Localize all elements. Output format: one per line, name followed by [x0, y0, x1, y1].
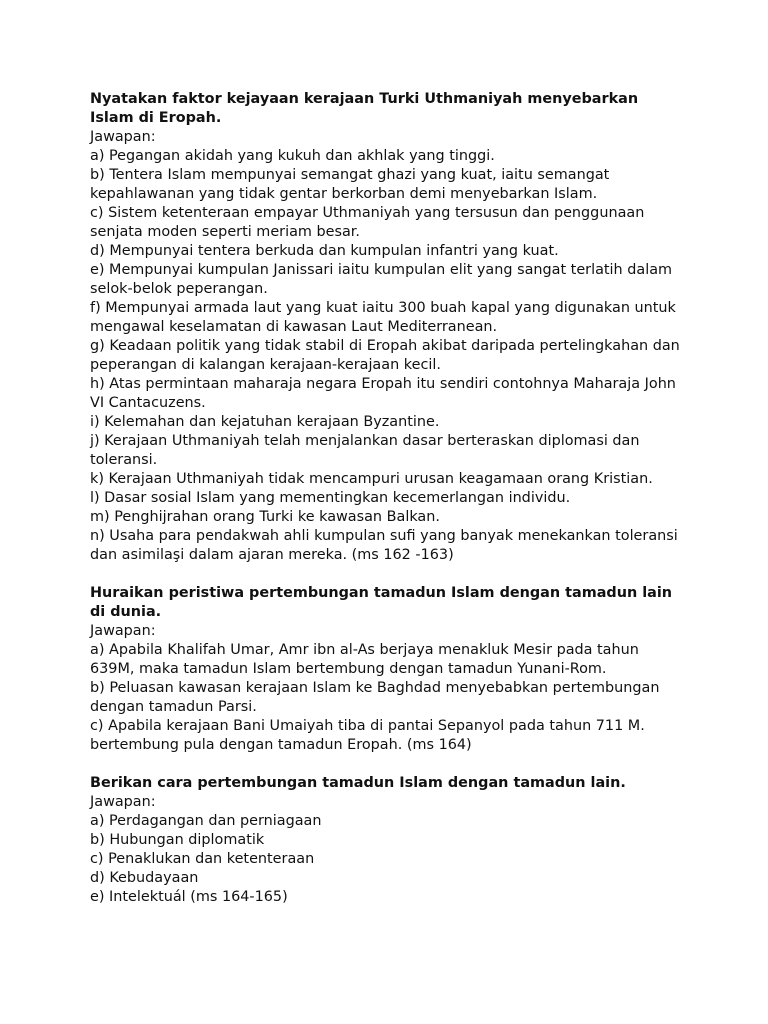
answer-item: j) Kerajaan Uthmaniyah telah menjalankan dasar berteraskan diplomasi dan toleransi.	[90, 433, 640, 468]
answer-item: d) Mempunyai tentera berkuda dan kumpulan infantri yang kuat.	[90, 243, 559, 259]
answer-item: e) Mempunyai kumpulan Janissari iaitu kumpulan elit yang sangat terlatih dalam selok-belok peperangan.	[90, 262, 673, 297]
answer-item: c) Apabila kerajaan Bani Umaiyah tiba di pantai Sepanyol pada tahun 711 M. bertembung pula dengan tamadun Eropah. (ms 164)	[90, 718, 645, 753]
answer-item: f) Mempunyai armada laut yang kuat iaitu 300 buah kapal yang digunakan untuk mengawal keselamatan di kawasan Laut Mediterranean.	[90, 300, 676, 335]
question-2	[90, 584, 680, 755]
answer-label: Jawapan:	[90, 623, 156, 639]
answer-label: Jawapan:	[90, 129, 156, 145]
answer-item: d) Kebudayaan	[90, 870, 199, 886]
question-heading: Nyatakan faktor kejayaan kerajaan Turki Uthmaniyah menyebarkan Islam di Eropah.	[90, 91, 639, 126]
answer-item: b) Peluasan kawasan kerajaan Islam ke Baghdad menyebabkan pertembungan dengan tamadun Parsi.	[90, 680, 660, 715]
answer-item: a) Pegangan akidah yang kukuh dan akhlak yang tinggi.	[90, 148, 495, 164]
question-heading: Huraikan peristiwa pertembungan tamadun Islam dengan tamadun lain di dunia.	[90, 585, 673, 620]
answer-item: m) Penghijrahan orang Turki ke kawasan Balkan.	[90, 509, 440, 525]
answer-item: a) Apabila Khalifah Umar, Amr ibn al-As berjaya menakluk Mesir pada tahun 639M, maka tamadun Islam bertembung dengan tamadun Yunani-Rom.	[90, 642, 639, 677]
answer-item: b) Tentera Islam mempunyai semangat ghazi yang kuat, iaitu semangat kepahlawanan yang tidak gentar berkorban demi menyebarkan Islam.	[90, 167, 610, 202]
answer-item: n) Usaha para pendakwah ahli kumpulan sufi yang banyak menekankan toleransi dan asimilaşi dalam ajaran mereka. (ms 162 -163)	[90, 528, 678, 563]
answer-label: Jawapan:	[90, 794, 156, 810]
answer-item: e) Intelektuál (ms 164-165)	[90, 889, 288, 905]
answer-item: i) Kelemahan dan kejatuhan kerajaan Byzantine.	[90, 414, 440, 430]
question-heading: Berikan cara pertembungan tamadun Islam dengan tamadun lain.	[90, 775, 626, 791]
answer-item: k) Kerajaan Uthmaniyah tidak mencampuri urusan keagamaan orang Kristian.	[90, 471, 653, 487]
answer-item: l) Dasar sosial Islam yang mementingkan kecemerlangan individu.	[90, 490, 571, 506]
question-1	[90, 90, 680, 565]
answer-item: b) Hubungan diplomatik	[90, 832, 265, 848]
answer-item: c) Penaklukan dan ketenteraan	[90, 851, 315, 867]
answer-item: a) Perdagangan dan perniagaan	[90, 813, 322, 829]
answer-item: c) Sistem ketenteraan empayar Uthmaniyah yang tersusun dan penggunaan senjata moden seperti meriam besar.	[90, 205, 645, 240]
answer-item: h) Atas permintaan maharaja negara Eropah itu sendiri contohnya Maharaja John VI Cantacuzens.	[90, 376, 676, 411]
question-3	[90, 774, 680, 907]
answer-item: g) Keadaan politik yang tidak stabil di Eropah akibat daripada pertelingkahan dan peperangan di kalangan kerajaan-kerajaan kecil.	[90, 338, 680, 373]
